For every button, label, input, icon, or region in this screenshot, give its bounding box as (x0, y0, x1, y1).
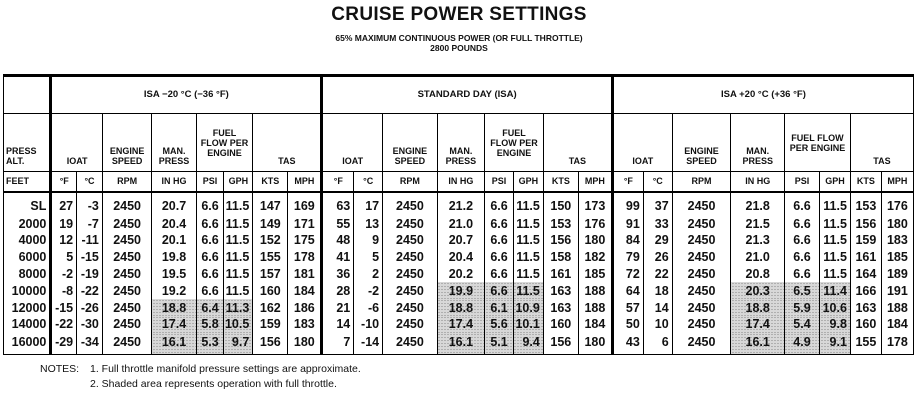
cell-tas-mph: 188 (578, 299, 612, 316)
cell-ioat-c: 2 (354, 266, 383, 283)
unit-mph: MPH (288, 172, 322, 192)
cell-press-alt: 2000 (4, 215, 51, 232)
cell-man-press: 21.5 (731, 215, 785, 232)
cell-ioat-c: -34 (77, 333, 103, 355)
cell-fuel-psi: 6.6 (485, 282, 514, 299)
cell-man-press: 21.8 (731, 192, 785, 216)
cell-tas-mph: 183 (288, 316, 322, 333)
cell-tas-mph: 186 (288, 299, 322, 316)
cell-rpm: 2450 (383, 316, 438, 333)
cell-fuel-gph: 10.6 (820, 299, 851, 316)
cell-ioat-c: -26 (77, 299, 103, 316)
cell-fuel-psi: 6.6 (784, 249, 819, 266)
cell-tas-kts: 158 (543, 249, 578, 266)
cell-press-alt: 14000 (4, 316, 51, 333)
col-header-ioat: IOAT (51, 114, 103, 172)
unit-deg-f: °F (612, 172, 643, 192)
col-header-fuel-flow: FUEL FLOW PER ENGINE (196, 114, 253, 172)
cell-fuel-gph: 11.5 (820, 249, 851, 266)
cell-fuel-psi: 6.6 (485, 232, 514, 249)
table-row (4, 299, 914, 316)
cell-rpm: 2450 (672, 266, 731, 283)
col-header-tas: TAS (543, 114, 612, 172)
cell-man-press: 20.1 (152, 232, 196, 249)
unit-gph: GPH (224, 172, 253, 192)
cell-fuel-psi: 6.6 (196, 215, 224, 232)
cell-press-alt: 12000 (4, 299, 51, 316)
cell-fuel-psi: 5.8 (196, 316, 224, 333)
cell-fuel-gph: 11.5 (224, 282, 253, 299)
col-header-man-press: MAN. PRESS (731, 114, 785, 172)
cell-ioat-c: 13 (354, 215, 383, 232)
cell-ioat-f: -15 (51, 299, 77, 316)
cell-man-press: 18.8 (731, 299, 785, 316)
cell-ioat-f: 7 (322, 333, 354, 355)
cell-press-alt: 6000 (4, 249, 51, 266)
cell-tas-kts: 160 (543, 316, 578, 333)
cell-tas-kts: 153 (543, 215, 578, 232)
col-header-engine-speed: ENGINE SPEED (672, 114, 731, 172)
cell-fuel-psi: 6.6 (196, 249, 224, 266)
cell-fuel-gph: 9.1 (820, 333, 851, 355)
cell-man-press: 20.4 (152, 215, 196, 232)
cell-ioat-f: 63 (322, 192, 354, 216)
cell-man-press: 21.2 (437, 192, 484, 216)
cell-rpm: 2450 (383, 215, 438, 232)
cell-ioat-c: -6 (354, 299, 383, 316)
cell-press-alt: 16000 (4, 333, 51, 355)
unit-gph: GPH (820, 172, 851, 192)
table-row (4, 249, 914, 266)
table-row (4, 333, 914, 355)
cell-man-press: 20.7 (152, 192, 196, 216)
cell-ioat-c: 18 (643, 282, 672, 299)
col-header-man-press: MAN. PRESS (437, 114, 484, 172)
table-row (4, 316, 914, 333)
cell-man-press: 21.0 (437, 215, 484, 232)
unit-gph: GPH (513, 172, 543, 192)
cell-press-alt: SL (4, 192, 51, 216)
cell-ioat-c: -7 (77, 215, 103, 232)
cell-fuel-gph: 11.5 (224, 232, 253, 249)
notes-label: NOTES: (40, 363, 80, 375)
cell-rpm: 2450 (383, 299, 438, 316)
cell-man-press: 16.1 (731, 333, 785, 355)
cell-tas-kts: 162 (253, 299, 288, 316)
cell-fuel-gph: 11.5 (513, 232, 543, 249)
cell-ioat-c: -10 (354, 316, 383, 333)
cell-fuel-psi: 5.4 (784, 316, 819, 333)
cell-fuel-gph: 11.5 (513, 249, 543, 266)
cell-tas-kts: 157 (253, 266, 288, 283)
cell-man-press: 20.3 (731, 282, 785, 299)
cell-fuel-psi: 6.6 (196, 232, 224, 249)
cell-tas-mph: 176 (881, 192, 913, 216)
unit-psi: PSI (784, 172, 819, 192)
cell-fuel-gph: 10.9 (513, 299, 543, 316)
table-row (4, 232, 914, 249)
cell-ioat-f: 43 (612, 333, 643, 355)
cell-tas-mph: 184 (288, 282, 322, 299)
table-row (4, 282, 914, 299)
cell-tas-kts: 156 (253, 333, 288, 355)
cell-fuel-psi: 6.6 (196, 266, 224, 283)
cell-man-press: 21.3 (731, 232, 785, 249)
unit-psi: PSI (485, 172, 514, 192)
cell-fuel-psi: 6.6 (784, 192, 819, 216)
cell-ioat-f: -2 (51, 266, 77, 283)
cell-ioat-f: 72 (612, 266, 643, 283)
unit-deg-c: °C (77, 172, 103, 192)
cell-fuel-psi: 6.5 (784, 282, 819, 299)
col-header-press-alt: PRESS ALT. (4, 114, 51, 172)
cell-tas-kts: 163 (543, 282, 578, 299)
cell-tas-kts: 159 (850, 232, 881, 249)
cell-rpm: 2450 (102, 249, 151, 266)
cell-man-press: 20.2 (437, 266, 484, 283)
cell-tas-mph: 191 (881, 282, 913, 299)
cell-ioat-c: 26 (643, 249, 672, 266)
cell-fuel-psi: 6.6 (485, 266, 514, 283)
unit-in-hg: IN HG (437, 172, 484, 192)
cell-fuel-psi: 5.1 (485, 333, 514, 355)
cell-rpm: 2450 (383, 333, 438, 355)
unit-feet: FEET (4, 172, 51, 192)
cell-ioat-c: -30 (77, 316, 103, 333)
unit-rpm: RPM (102, 172, 151, 192)
cell-ioat-f: 84 (612, 232, 643, 249)
unit-rpm: RPM (672, 172, 731, 192)
cell-ioat-c: 22 (643, 266, 672, 283)
cell-rpm: 2450 (383, 249, 438, 266)
cruise-power-table (3, 74, 914, 355)
cell-ioat-f: 64 (612, 282, 643, 299)
cell-fuel-gph: 9.4 (513, 333, 543, 355)
cell-ioat-c: 6 (643, 333, 672, 355)
cell-fuel-gph: 11.5 (513, 215, 543, 232)
cell-rpm: 2450 (102, 316, 151, 333)
cell-man-press: 16.1 (152, 333, 196, 355)
cell-ioat-f: 57 (612, 299, 643, 316)
cell-rpm: 2450 (672, 192, 731, 216)
cell-rpm: 2450 (102, 192, 151, 216)
cell-ioat-c: 37 (643, 192, 672, 216)
cell-fuel-psi: 6.6 (485, 215, 514, 232)
cell-ioat-c: 14 (643, 299, 672, 316)
cell-ioat-f: 28 (322, 282, 354, 299)
cell-ioat-c: 5 (354, 249, 383, 266)
col-header-fuel-flow: FUEL FLOW PER ENGINE (784, 114, 850, 172)
group-header-standard-day: STANDARD DAY (ISA) (322, 76, 613, 114)
cell-ioat-f: 48 (322, 232, 354, 249)
cell-ioat-c: -22 (77, 282, 103, 299)
cell-ioat-f: -29 (51, 333, 77, 355)
cell-fuel-gph: 10.1 (513, 316, 543, 333)
col-header-engine-speed: ENGINE SPEED (102, 114, 151, 172)
cell-ioat-f: 27 (51, 192, 77, 216)
cell-tas-mph: 180 (288, 333, 322, 355)
cell-fuel-gph: 11.3 (224, 299, 253, 316)
cell-tas-mph: 178 (881, 333, 913, 355)
cell-fuel-psi: 6.6 (784, 232, 819, 249)
cell-tas-kts: 150 (543, 192, 578, 216)
cell-tas-mph: 180 (578, 333, 612, 355)
cell-ioat-c: -19 (77, 266, 103, 283)
cell-tas-kts: 156 (850, 215, 881, 232)
notes (40, 362, 361, 392)
cell-ioat-f: 21 (322, 299, 354, 316)
cell-man-press: 18.8 (437, 299, 484, 316)
cell-press-alt: 10000 (4, 282, 51, 299)
cell-ioat-f: 14 (322, 316, 354, 333)
cell-tas-kts: 160 (253, 282, 288, 299)
cell-rpm: 2450 (102, 215, 151, 232)
unit-deg-f: °F (51, 172, 77, 192)
cell-rpm: 2450 (672, 282, 731, 299)
cell-tas-kts: 163 (543, 299, 578, 316)
unit-deg-f: °F (322, 172, 354, 192)
cell-man-press: 16.1 (437, 333, 484, 355)
cell-rpm: 2450 (672, 299, 731, 316)
unit-in-hg: IN HG (152, 172, 196, 192)
cell-fuel-gph: 11.5 (513, 266, 543, 283)
cell-rpm: 2450 (383, 192, 438, 216)
cell-tas-mph: 181 (288, 266, 322, 283)
cell-ioat-f: -22 (51, 316, 77, 333)
cell-ioat-c: -15 (77, 249, 103, 266)
cell-fuel-gph: 11.5 (820, 232, 851, 249)
unit-kts: KTS (543, 172, 578, 192)
cell-tas-kts: 163 (850, 299, 881, 316)
cell-ioat-f: 50 (612, 316, 643, 333)
cell-fuel-gph: 11.4 (820, 282, 851, 299)
col-header-ioat: IOAT (322, 114, 383, 172)
cell-man-press: 19.2 (152, 282, 196, 299)
cell-rpm: 2450 (672, 333, 731, 355)
cell-tas-mph: 189 (881, 266, 913, 283)
cell-rpm: 2450 (102, 333, 151, 355)
cell-man-press: 19.8 (152, 249, 196, 266)
cell-man-press: 18.8 (152, 299, 196, 316)
table-row (4, 215, 914, 232)
cell-ioat-f: 99 (612, 192, 643, 216)
cell-ioat-f: 5 (51, 249, 77, 266)
cell-man-press: 20.4 (437, 249, 484, 266)
unit-deg-c: °C (643, 172, 672, 192)
cell-fuel-psi: 6.6 (784, 215, 819, 232)
cell-man-press: 19.5 (152, 266, 196, 283)
col-header-tas: TAS (253, 114, 322, 172)
cell-fuel-psi: 6.1 (485, 299, 514, 316)
cell-man-press: 21.0 (731, 249, 785, 266)
cell-tas-kts: 155 (253, 249, 288, 266)
cell-fuel-gph: 10.5 (224, 316, 253, 333)
header-corner (4, 76, 51, 114)
cell-fuel-psi: 6.6 (196, 192, 224, 216)
unit-in-hg: IN HG (731, 172, 785, 192)
cell-tas-mph: 184 (881, 316, 913, 333)
cell-tas-kts: 159 (253, 316, 288, 333)
cell-fuel-gph: 11.5 (820, 215, 851, 232)
unit-psi: PSI (196, 172, 224, 192)
page-title: CRUISE POWER SETTINGS (331, 4, 587, 25)
cell-ioat-c: 17 (354, 192, 383, 216)
cell-fuel-psi: 5.6 (485, 316, 514, 333)
cell-ioat-c: -2 (354, 282, 383, 299)
cell-fuel-psi: 5.3 (196, 333, 224, 355)
cell-tas-kts: 160 (850, 316, 881, 333)
cell-tas-mph: 188 (578, 282, 612, 299)
cell-rpm: 2450 (102, 266, 151, 283)
cell-ioat-f: 55 (322, 215, 354, 232)
cell-rpm: 2450 (383, 232, 438, 249)
cell-tas-kts: 149 (253, 215, 288, 232)
cell-tas-kts: 156 (543, 333, 578, 355)
cell-fuel-gph: 11.5 (513, 192, 543, 216)
col-header-tas: TAS (850, 114, 913, 172)
cell-fuel-gph: 9.8 (820, 316, 851, 333)
cell-rpm: 2450 (672, 215, 731, 232)
unit-rpm: RPM (383, 172, 438, 192)
cell-tas-mph: 176 (578, 215, 612, 232)
subtitle-power: 65% MAXIMUM CONTINUOUS POWER (OR FULL THROTTLE) (335, 33, 583, 43)
cell-fuel-psi: 6.6 (485, 249, 514, 266)
cell-tas-mph: 171 (288, 215, 322, 232)
cell-tas-mph: 185 (881, 249, 913, 266)
cell-tas-mph: 182 (578, 249, 612, 266)
cell-ioat-f: 12 (51, 232, 77, 249)
cell-rpm: 2450 (672, 316, 731, 333)
cell-ioat-c: -11 (77, 232, 103, 249)
cell-ioat-f: -8 (51, 282, 77, 299)
cell-tas-kts: 161 (543, 266, 578, 283)
cell-fuel-psi: 6.6 (784, 266, 819, 283)
cell-fuel-gph: 11.5 (820, 192, 851, 216)
cell-ioat-f: 91 (612, 215, 643, 232)
cell-ioat-f: 79 (612, 249, 643, 266)
col-header-engine-speed: ENGINE SPEED (383, 114, 438, 172)
cell-tas-mph: 188 (881, 299, 913, 316)
cell-ioat-c: -3 (77, 192, 103, 216)
cell-tas-mph: 180 (578, 232, 612, 249)
cell-man-press: 17.4 (437, 316, 484, 333)
cell-fuel-psi: 4.9 (784, 333, 819, 355)
cell-ioat-c: 29 (643, 232, 672, 249)
cell-tas-mph: 184 (578, 316, 612, 333)
cell-man-press: 20.7 (437, 232, 484, 249)
cell-fuel-psi: 5.9 (784, 299, 819, 316)
cell-ioat-c: 33 (643, 215, 672, 232)
cell-tas-mph: 175 (288, 232, 322, 249)
cell-ioat-f: 41 (322, 249, 354, 266)
cell-tas-kts: 152 (253, 232, 288, 249)
cell-tas-kts: 166 (850, 282, 881, 299)
cell-man-press: 19.9 (437, 282, 484, 299)
cell-tas-mph: 183 (881, 232, 913, 249)
cell-man-press: 17.4 (731, 316, 785, 333)
unit-kts: KTS (253, 172, 288, 192)
note-item-2: 2. Shaded area represents operation with full throttle. (90, 378, 337, 390)
note-item-1: 1. Full throttle manifold pressure settings are approximate. (90, 363, 361, 375)
table-row (4, 192, 914, 216)
cell-tas-kts: 155 (850, 333, 881, 355)
unit-deg-c: °C (354, 172, 383, 192)
cell-rpm: 2450 (383, 266, 438, 283)
cell-press-alt: 8000 (4, 266, 51, 283)
cell-fuel-gph: 11.5 (224, 215, 253, 232)
cell-press-alt: 4000 (4, 232, 51, 249)
unit-mph: MPH (881, 172, 913, 192)
cell-ioat-f: 19 (51, 215, 77, 232)
unit-kts: KTS (850, 172, 881, 192)
cell-fuel-gph: 11.5 (820, 266, 851, 283)
cell-tas-kts: 147 (253, 192, 288, 216)
cell-ioat-c: -14 (354, 333, 383, 355)
cell-tas-mph: 169 (288, 192, 322, 216)
cell-tas-kts: 153 (850, 192, 881, 216)
cell-tas-kts: 161 (850, 249, 881, 266)
unit-mph: MPH (578, 172, 612, 192)
cell-ioat-f: 36 (322, 266, 354, 283)
cell-rpm: 2450 (102, 299, 151, 316)
col-header-man-press: MAN. PRESS (152, 114, 196, 172)
cell-rpm: 2450 (102, 232, 151, 249)
col-header-ioat: IOAT (612, 114, 672, 172)
cell-tas-mph: 173 (578, 192, 612, 216)
cell-fuel-gph: 11.5 (224, 249, 253, 266)
cell-man-press: 20.8 (731, 266, 785, 283)
cell-rpm: 2450 (672, 249, 731, 266)
cell-tas-mph: 185 (578, 266, 612, 283)
cell-fuel-psi: 6.6 (485, 192, 514, 216)
group-header-isa-plus-20: ISA +20 °C (+36 °F) (612, 76, 913, 114)
cell-tas-kts: 164 (850, 266, 881, 283)
col-header-fuel-flow: FUEL FLOW PER ENGINE (485, 114, 544, 172)
cell-rpm: 2450 (102, 282, 151, 299)
cell-fuel-gph: 11.5 (224, 192, 253, 216)
cell-fuel-gph: 11.5 (224, 266, 253, 283)
cell-ioat-c: 10 (643, 316, 672, 333)
table-row (4, 266, 914, 283)
cell-tas-mph: 178 (288, 249, 322, 266)
cell-fuel-psi: 6.6 (196, 282, 224, 299)
group-header-isa-minus-20: ISA −20 °C (−36 °F) (51, 76, 322, 114)
cell-rpm: 2450 (672, 232, 731, 249)
cell-fuel-psi: 6.4 (196, 299, 224, 316)
cell-tas-kts: 156 (543, 232, 578, 249)
subtitle-weight: 2800 POUNDS (430, 43, 488, 53)
cell-fuel-gph: 9.7 (224, 333, 253, 355)
cell-tas-mph: 180 (881, 215, 913, 232)
cell-man-press: 17.4 (152, 316, 196, 333)
cell-ioat-c: 9 (354, 232, 383, 249)
cell-fuel-gph: 11.5 (513, 282, 543, 299)
cell-rpm: 2450 (383, 282, 438, 299)
